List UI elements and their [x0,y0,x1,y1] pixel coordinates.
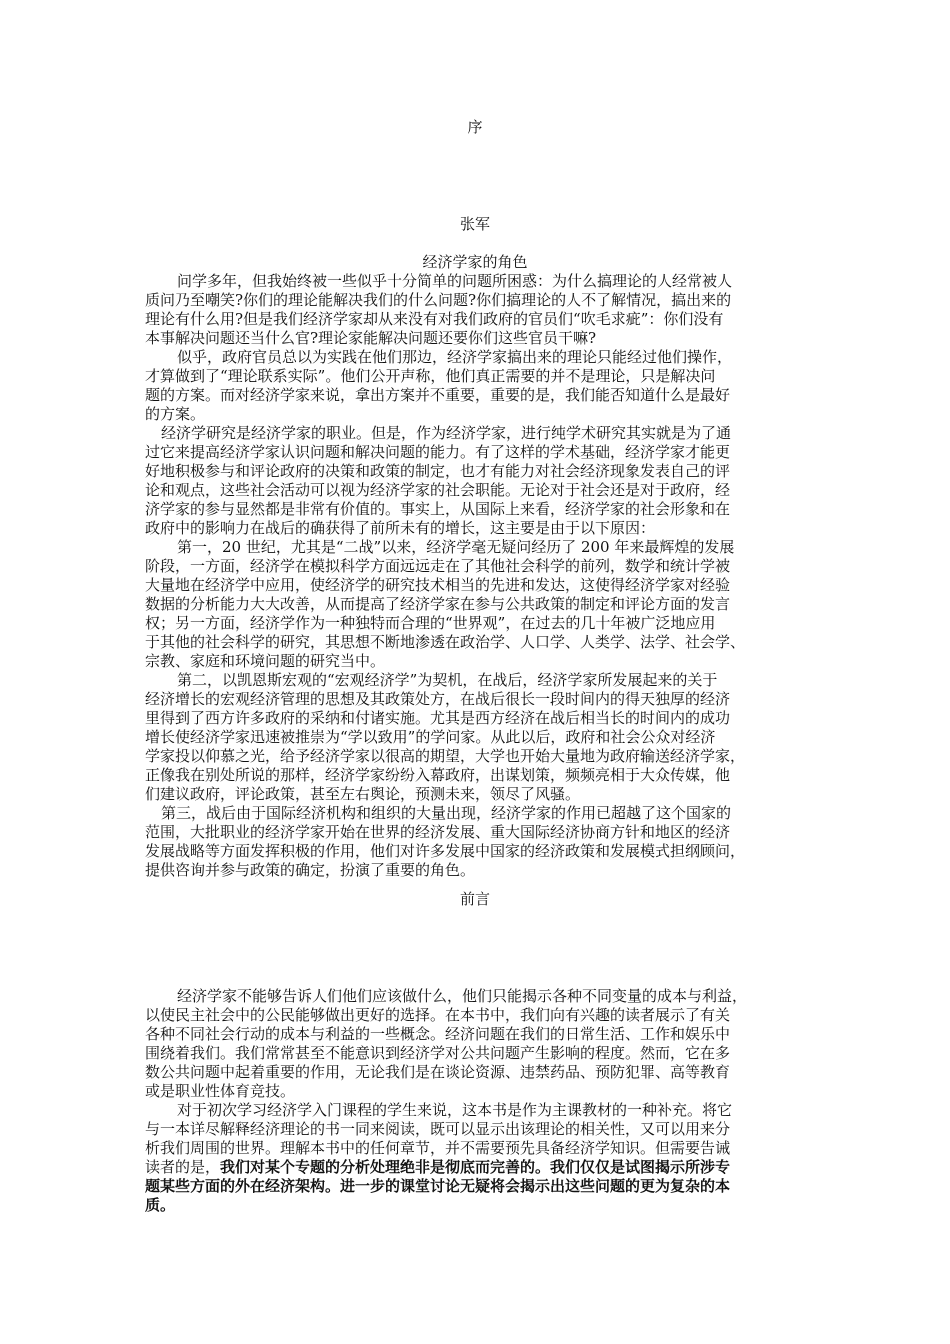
text-line: 论和观点，这些社会活动可以视为经济学家的社会职能。无论对于社会还是对于政府，经 [145,481,731,499]
text-line: 里得到了西方许多政府的采纳和付诸实施。尤其是西方经济在战后相当长的时间内的成功 [145,709,731,727]
text-line: 范围，大批职业的经济学家开始在世界的经济发展、重大国际经济协商方针和地区的经济 [145,823,731,841]
section-title: 经济学家的角色 [422,253,528,271]
text-line: 增长使经济学家迅速被推崇为“学以致用”的学问家。从此以后，政府和社会公众对经济 [145,728,716,746]
preface-body [145,272,825,880]
author-name: 张军 [459,215,490,233]
text-bold-part: 我们对某个专题的分析处理绝非是彻底而完善的。我们仅仅是试图揭示所涉专 [220,1158,731,1176]
text-line: 析我们周围的世界。理解本书中的任何章节，并不需要预先具备经济学知识。但需要告诫 [145,1139,731,1157]
text-line: 权；另一方面，经济学作为一种独特而合理的“世界观”，在过去的几十年被广泛地应用 [145,614,716,632]
text-line: 或是职业性体育竞技。 [145,1082,296,1100]
text-line: 围绕着我们。我们常常甚至不能意识到经济学对公共问题产生影响的程度。然而，它在多 [145,1044,731,1062]
text-line: 本事解决问题还当什么官?理论家能解决问题还要你们这些官员干嘛? [145,329,597,347]
text-line: 第二，以凯恩斯宏观的“宏观经济学”为契机，在战后，经济学家所发展起来的关于 [177,671,718,689]
text-line: 题某些方面的外在经济架构。进一步的课堂讨论无疑将会揭示出这些问题的更为复杂的本 [145,1177,731,1195]
text-line: 经济学家不能够告诉人们他们应该做什么，他们只能揭示各种不同变量的成本与利益， [177,987,748,1005]
text-line [145,1158,825,1177]
text-line: 才算做到了“理论联系实际”。他们公开声称，他们真正需要的并不是理论，只是解决问 [145,367,716,385]
text-line: 的方案。 [145,405,206,423]
text-line: 数公共问题中起着重要的作用，无论我们是在谈论资源、违禁药品、预防犯罪、高等教育 [145,1063,731,1081]
text-line: 大量地在经济学中应用，使经济学的研究技术相当的先进和发达，这使得经济学家对经验 [145,576,731,594]
text-line: 正像我在别处所说的那样，经济学家纷纷入幕政府，出谋划策，频频亮相于大众传媒，他 [145,766,731,784]
text-line: 与一本详尽解释经济理论的书一同来阅读，既可以显示出该理论的相关性，又可以用来分 [145,1120,731,1138]
text-line: 好地积极参与和评论政府的决策和政策的制定，也才有能力对社会经济现象发表自己的评 [145,462,731,480]
text-line: 第一，20 世纪，尤其是“二战”以来，经济学毫无疑问经历了 200 年来最辉煌的发展 [177,538,735,556]
preface-title: 序 [467,118,483,136]
text-line: 提供咨询并参与政策的确定，扮演了重要的角色。 [145,861,476,879]
foreword-title: 前言 [459,890,490,908]
text-line: 学家投以仰慕之光，给予经济学家以很高的期望，大学也开始大量地为政府输送经济学家， [145,747,746,765]
foreword-body [145,987,825,1215]
text-line: 第三，战后由于国际经济机构和组织的大量出现，经济学家的作用已超越了这个国家的 [161,804,732,822]
text-line: 各种不同社会行动的成本与利益的一些概念。经济问题在我们的日常生活、工作和娱乐中 [145,1025,731,1043]
text-line: 质。 [145,1196,176,1214]
text-line: 理论有什么用?但是我们经济学家却从来没有对我们政府的官员们“吹毛求疵”：你们没有 [145,310,724,328]
text-line: 题的方案。而对经济学家来说，拿出方案并不重要，重要的是，我们能否知道什么是最好 [145,386,731,404]
text-line: 似乎，政府官员总以为实践在他们那边，经济学家搞出来的理论只能经过他们操作， [177,348,733,366]
text-line: 阶段，一方面，经济学在模拟科学方面远远走在了其他社会科学的前列，数学和统计学被 [145,557,731,575]
text-line: 宗教、家庭和环境问题的研究当中。 [145,652,386,670]
text-line: 经济学研究是经济学家的职业。但是，作为经济学家，进行纯学术研究其实就是为了通 [161,424,732,442]
text-line: 们建议政府，评论政策，甚至左右舆论，预测未来，领尽了风骚。 [145,785,581,803]
text-line: 发展战略等方面发挥积极的作用，他们对许多发展中国家的经济政策和发展模式担纲顾问， [145,842,746,860]
text-line: 经济增长的宏观经济管理的思想及其政策处方，在战后很长一段时间内的得天独厚的经济 [145,690,731,708]
text-line: 问学多年，但我始终被一些似乎十分简单的问题所困惑：为什么搞理论的人经常被人 [177,272,733,290]
text-line: 济学家的参与显然都是非常有价值的。事实上，从国际上来看，经济学家的社会形象和在 [145,500,731,518]
text-line: 对于初次学习经济学入门课程的学生来说，这本书是作为主课教材的一种补充。将它 [177,1101,733,1119]
text-line: 以使民主社会中的公民能够做出更好的选择。在本书中，我们向有兴趣的读者展示了有关 [145,1006,731,1024]
text-normal-part: 读者的是， [145,1158,221,1176]
text-line: 政府中的影响力在战后的确获得了前所未有的增长，这主要是由于以下原因： [145,519,656,537]
text-line: 质问乃至嘲笑?你们的理论能解决我们的什么问题?你们搞理论的人不了解情况，搞出来的 [145,291,732,309]
text-line: 数据的分析能力大大改善，从而提高了经济学家在参与公共政策的制定和评论方面的发言 [145,595,731,613]
text-line: 于其他的社会科学的研究，其思想不断地渗透在政治学、人口学、人类学、法学、社会学、 [145,633,746,651]
text-line: 过它来提高经济学家认识问题和解决问题的能力。有了这样的学术基础，经济学家才能更 [145,443,731,461]
